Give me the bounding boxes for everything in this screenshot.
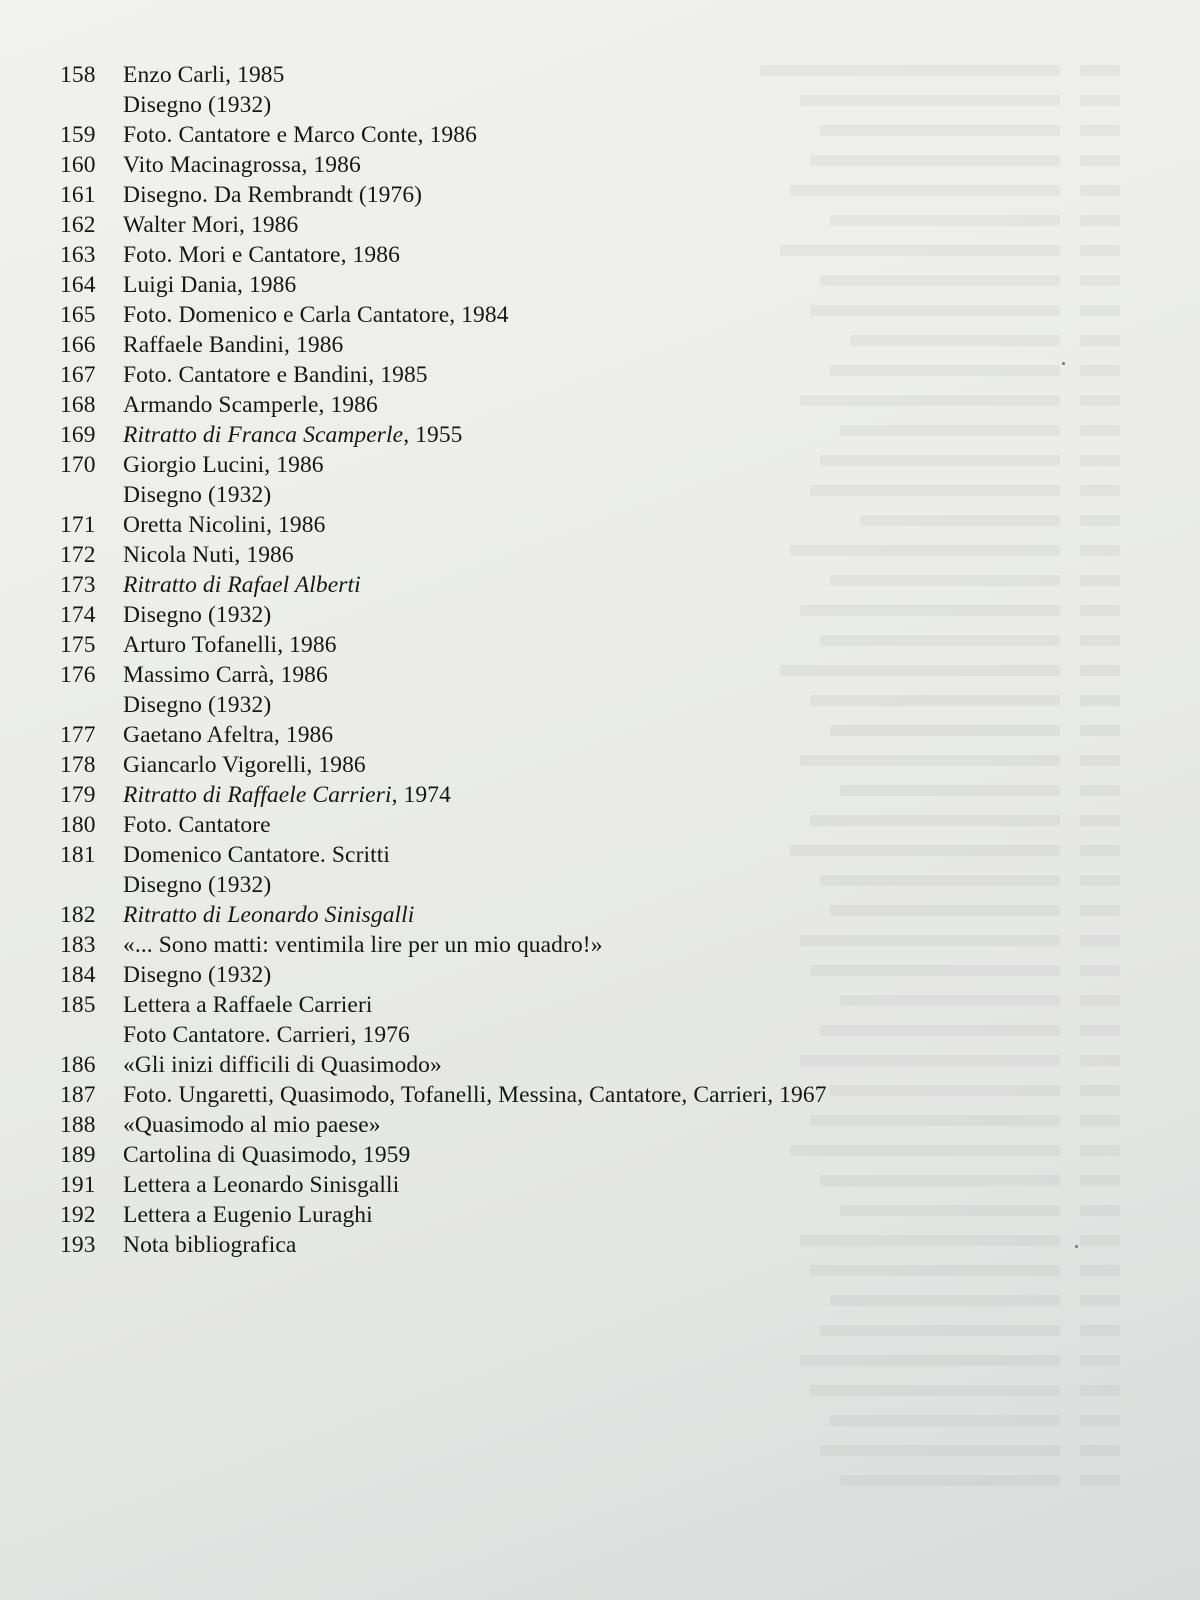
entry-titles: [123, 660, 1160, 720]
toc-entry: [60, 1200, 1160, 1230]
toc-entry: [60, 960, 1160, 990]
entry-titles: [123, 810, 1160, 840]
paper-speck: [1075, 1245, 1078, 1248]
title-text: Walter Mori, 1986: [123, 212, 299, 238]
toc-entry: [60, 360, 1160, 390]
entry-page-number: 191: [60, 1172, 96, 1198]
entry-title-line: [123, 990, 1160, 1020]
entry-title-line: [123, 150, 1160, 180]
entry-titles: [123, 540, 1160, 570]
toc-entry: [60, 330, 1160, 360]
title-text: Arturo Tofanelli, 1986: [123, 632, 337, 658]
title-text: Oretta Nicolini, 1986: [123, 512, 326, 538]
entry-page-number: 175: [60, 632, 96, 658]
title-text: Disegno (1932): [123, 482, 272, 508]
entry-title-line: [123, 90, 1160, 120]
title-text: Foto. Mori e Cantatore, 1986: [123, 242, 400, 268]
entry-titles: [123, 570, 1160, 600]
entry-page-number: 162: [60, 212, 96, 238]
toc-entry: [60, 150, 1160, 180]
entry-page-number: 169: [60, 422, 96, 448]
entry-title-line: [123, 360, 1160, 390]
title-text: Disegno (1932): [123, 602, 272, 628]
entry-title-line: [123, 690, 1160, 720]
entry-title-line: [123, 1050, 1160, 1080]
toc-entry: [60, 780, 1160, 810]
paper-speck: [1062, 362, 1065, 365]
entry-page-number: 164: [60, 272, 96, 298]
entry-titles: [123, 510, 1160, 540]
entry-titles: [123, 1200, 1160, 1230]
entry-page-number: 174: [60, 602, 96, 628]
entry-titles: [123, 120, 1160, 150]
table-of-contents: [60, 60, 1160, 1260]
entry-titles: [123, 750, 1160, 780]
entry-title-line: [123, 1170, 1160, 1200]
entry-title-line: [123, 1200, 1160, 1230]
entry-titles: [123, 60, 1160, 120]
entry-title-line: [123, 1080, 1160, 1110]
toc-entry: [60, 210, 1160, 240]
title-text: Massimo Carrà, 1986: [123, 662, 328, 688]
entry-page-number: 160: [60, 152, 96, 178]
toc-entry: [60, 120, 1160, 150]
title-text: , 1955: [403, 422, 463, 448]
entry-title-line: [123, 270, 1160, 300]
entry-title-line: [123, 1140, 1160, 1170]
entry-titles: [123, 150, 1160, 180]
title-text: Foto. Cantatore e Bandini, 1985: [123, 362, 428, 388]
entry-titles: [123, 930, 1160, 960]
title-text: «Quasimodo al mio paese»: [123, 1112, 381, 1138]
entry-page-number: 176: [60, 662, 96, 688]
entry-page-number: 168: [60, 392, 96, 418]
entry-title-line: [123, 600, 1160, 630]
entry-title-line: [123, 540, 1160, 570]
entry-title-line: [123, 450, 1160, 480]
entry-titles: [123, 270, 1160, 300]
title-text: Domenico Cantatore. Scritti: [123, 842, 391, 868]
entry-titles: [123, 990, 1160, 1050]
title-text: Foto. Ungaretti, Quasimodo, Tofanelli, Messina, Cantatore, Carrieri, 1967: [123, 1082, 827, 1108]
entry-title-line: [123, 570, 1160, 600]
entry-page-number: 193: [60, 1232, 96, 1258]
toc-entry: [60, 750, 1160, 780]
entry-page-number: 172: [60, 542, 96, 568]
toc-entry: [60, 270, 1160, 300]
entry-page-number: 166: [60, 332, 96, 358]
entry-page-number: 187: [60, 1082, 96, 1108]
toc-entry: [60, 1080, 1160, 1110]
toc-entry: [60, 990, 1160, 1050]
title-text: «... Sono matti: ventimila lire per un mio quadro!»: [123, 932, 603, 958]
entry-page-number: 180: [60, 812, 96, 838]
title-text: Disegno. Da Rembrandt (1976): [123, 182, 423, 208]
entry-titles: [123, 420, 1160, 450]
entry-title-line: [123, 60, 1160, 90]
entry-page-number: 177: [60, 722, 96, 748]
entry-page-number: 163: [60, 242, 96, 268]
entry-titles: [123, 960, 1160, 990]
toc-entry: [60, 810, 1160, 840]
entry-titles: [123, 1050, 1160, 1080]
italic-title-text: Ritratto di Rafael Alberti: [123, 572, 361, 598]
entry-title-line: [123, 510, 1160, 540]
toc-entry: [60, 660, 1160, 720]
italic-title-text: Ritratto di Raffaele Carrieri: [123, 782, 392, 808]
entry-page-number: 185: [60, 992, 96, 1018]
entry-titles: [123, 330, 1160, 360]
title-text: Raffaele Bandini, 1986: [123, 332, 344, 358]
entry-page-number: 178: [60, 752, 96, 778]
entry-title-line: [123, 750, 1160, 780]
entry-title-line: [123, 810, 1160, 840]
entry-page-number: 165: [60, 302, 96, 328]
entry-title-line: [123, 1230, 1160, 1260]
toc-entry: [60, 300, 1160, 330]
toc-entry: [60, 60, 1160, 120]
toc-entry: [60, 1230, 1160, 1260]
entry-titles: [123, 900, 1160, 930]
title-text: Lettera a Raffaele Carrieri: [123, 992, 373, 1018]
entry-titles: [123, 360, 1160, 390]
entry-page-number: 179: [60, 782, 96, 808]
title-text: Lettera a Eugenio Luraghi: [123, 1202, 373, 1228]
entry-title-line: [123, 390, 1160, 420]
toc-entry: [60, 1170, 1160, 1200]
entry-title-line: [123, 120, 1160, 150]
toc-entry: [60, 420, 1160, 450]
toc-entry: [60, 1050, 1160, 1080]
entry-page-number: 181: [60, 842, 96, 868]
entry-title-line: [123, 300, 1160, 330]
toc-entry: [60, 570, 1160, 600]
entry-titles: [123, 1140, 1160, 1170]
entry-page-number: 170: [60, 452, 96, 478]
entry-titles: [123, 300, 1160, 330]
entry-title-line: [123, 660, 1160, 690]
toc-entry: [60, 180, 1160, 210]
entry-titles: [123, 210, 1160, 240]
entry-title-line: [123, 420, 1160, 450]
entry-titles: [123, 720, 1160, 750]
entry-page-number: 161: [60, 182, 96, 208]
entry-title-line: [123, 240, 1160, 270]
entry-titles: [123, 240, 1160, 270]
entry-page-number: 188: [60, 1112, 96, 1138]
entry-title-line: [123, 1110, 1160, 1140]
italic-title-text: Ritratto di Leonardo Sinisgalli: [123, 902, 415, 928]
title-text: Foto Cantatore. Carrieri, 1976: [123, 1022, 410, 1048]
toc-entry: [60, 630, 1160, 660]
entry-title-line: [123, 930, 1160, 960]
toc-entry: [60, 1110, 1160, 1140]
entry-title-line: [123, 210, 1160, 240]
title-text: Nota bibliografica: [123, 1232, 297, 1258]
toc-entry: [60, 600, 1160, 630]
title-text: Giancarlo Vigorelli, 1986: [123, 752, 366, 778]
title-text: Nicola Nuti, 1986: [123, 542, 294, 568]
toc-entry: [60, 450, 1160, 510]
entry-titles: [123, 1170, 1160, 1200]
entry-titles: [123, 600, 1160, 630]
title-text: Giorgio Lucini, 1986: [123, 452, 324, 478]
title-text: Enzo Carli, 1985: [123, 62, 285, 88]
title-text: Disegno (1932): [123, 92, 272, 118]
entry-page-number: 173: [60, 572, 96, 598]
toc-entry: [60, 900, 1160, 930]
entry-title-line: [123, 780, 1160, 810]
toc-entry: [60, 540, 1160, 570]
entry-titles: [123, 1080, 1160, 1110]
title-text: Gaetano Afeltra, 1986: [123, 722, 334, 748]
entry-page-number: 192: [60, 1202, 96, 1228]
entry-title-line: [123, 960, 1160, 990]
toc-entry: [60, 390, 1160, 420]
title-text: Cartolina di Quasimodo, 1959: [123, 1142, 411, 1168]
title-text: Foto. Cantatore e Marco Conte, 1986: [123, 122, 477, 148]
title-text: Lettera a Leonardo Sinisgalli: [123, 1172, 400, 1198]
entry-title-line: [123, 630, 1160, 660]
entry-title-line: [123, 720, 1160, 750]
entry-title-line: [123, 330, 1160, 360]
title-text: Luigi Dania, 1986: [123, 272, 297, 298]
toc-entry: [60, 720, 1160, 750]
toc-entry: [60, 1140, 1160, 1170]
title-text: Armando Scamperle, 1986: [123, 392, 378, 418]
entry-page-number: 171: [60, 512, 96, 538]
entry-title-line: [123, 840, 1160, 870]
entry-page-number: 186: [60, 1052, 96, 1078]
entry-title-line: [123, 180, 1160, 210]
entry-titles: [123, 780, 1160, 810]
entry-title-line: [123, 870, 1160, 900]
italic-title-text: Ritratto di Franca Scamperle: [123, 422, 404, 448]
entry-titles: [123, 390, 1160, 420]
toc-entry: [60, 930, 1160, 960]
entry-titles: [123, 1230, 1160, 1260]
entry-titles: [123, 180, 1160, 210]
entry-titles: [123, 1110, 1160, 1140]
entry-page-number: 184: [60, 962, 96, 988]
entry-page-number: 183: [60, 932, 96, 958]
toc-entry: [60, 240, 1160, 270]
entry-title-line: [123, 1020, 1160, 1050]
title-text: Foto. Cantatore: [123, 812, 271, 838]
title-text: Disegno (1932): [123, 692, 272, 718]
entry-page-number: 158: [60, 62, 96, 88]
title-text: Vito Macinagrossa, 1986: [123, 152, 361, 178]
entry-title-line: [123, 480, 1160, 510]
entry-title-line: [123, 900, 1160, 930]
entry-page-number: 167: [60, 362, 96, 388]
toc-entry: [60, 510, 1160, 540]
entry-page-number: 159: [60, 122, 96, 148]
entry-titles: [123, 630, 1160, 660]
entry-page-number: 189: [60, 1142, 96, 1168]
title-text: Disegno (1932): [123, 872, 272, 898]
title-text: «Gli inizi difficili di Quasimodo»: [123, 1052, 442, 1078]
title-text: Disegno (1932): [123, 962, 272, 988]
entry-page-number: 182: [60, 902, 96, 928]
title-text: , 1974: [391, 782, 451, 808]
entry-titles: [123, 450, 1160, 510]
title-text: Foto. Domenico e Carla Cantatore, 1984: [123, 302, 509, 328]
entry-titles: [123, 840, 1160, 900]
toc-entry: [60, 840, 1160, 900]
